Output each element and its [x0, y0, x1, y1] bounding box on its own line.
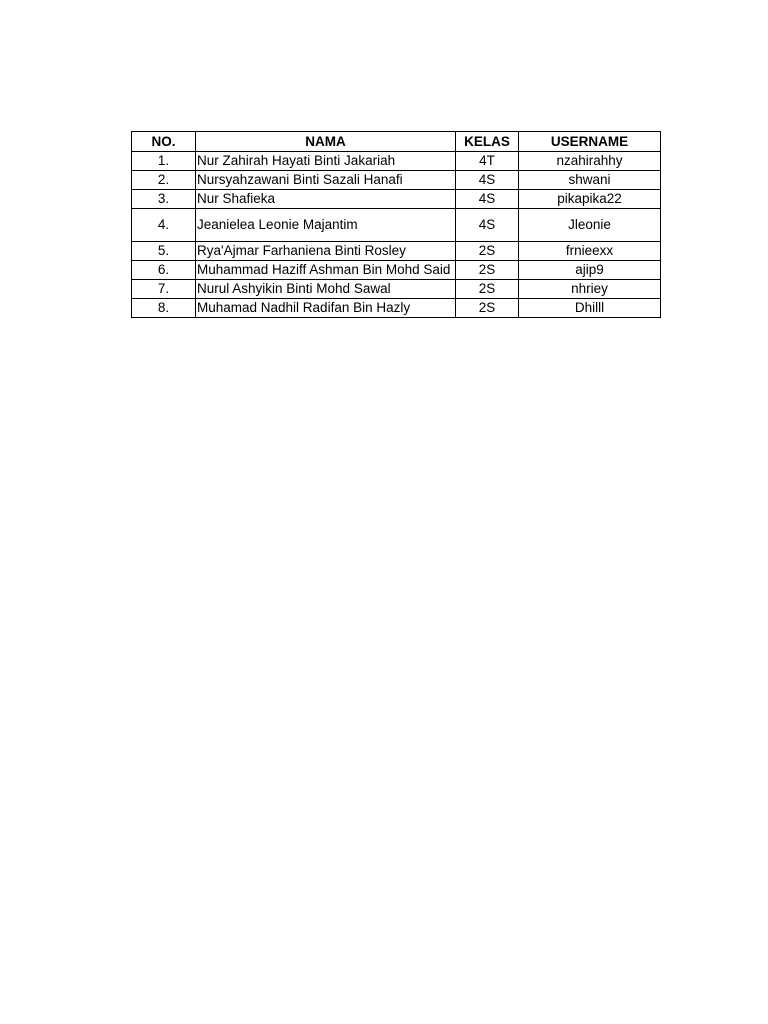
table-row [132, 299, 661, 318]
cell-kelas: 4T [456, 152, 519, 171]
cell-username: pikapika22 [519, 190, 661, 209]
table-row [132, 171, 661, 190]
cell-username: ajip9 [519, 261, 661, 280]
cell-kelas: 2S [456, 299, 519, 318]
table-row [132, 261, 661, 280]
cell-nama: Nur Shafieka [196, 190, 456, 209]
cell-kelas: 2S [456, 242, 519, 261]
table-header-row [132, 132, 661, 152]
cell-no: 1. [132, 152, 196, 171]
header-no: NO. [132, 132, 196, 152]
cell-nama: Nurul Ashyikin Binti Mohd Sawal [196, 280, 456, 299]
cell-no: 8. [132, 299, 196, 318]
cell-no: 2. [132, 171, 196, 190]
cell-no: 4. [132, 209, 196, 242]
cell-username: Dhilll [519, 299, 661, 318]
cell-username: shwani [519, 171, 661, 190]
cell-username: Jleonie [519, 209, 661, 242]
cell-nama: Rya'Ajmar Farhaniena Binti Rosley [196, 242, 456, 261]
header-kelas: KELAS [456, 132, 519, 152]
cell-no: 6. [132, 261, 196, 280]
table-row [132, 190, 661, 209]
table-row [132, 242, 661, 261]
cell-nama: Muhammad Haziff Ashman Bin Mohd Said [196, 261, 456, 280]
table-row [132, 209, 661, 242]
student-table [131, 131, 661, 318]
cell-no: 5. [132, 242, 196, 261]
cell-kelas: 4S [456, 209, 519, 242]
cell-username: nzahirahhy [519, 152, 661, 171]
cell-nama: Nur Zahirah Hayati Binti Jakariah [196, 152, 456, 171]
table-row [132, 280, 661, 299]
cell-no: 3. [132, 190, 196, 209]
cell-nama: Nursyahzawani Binti Sazali Hanafi [196, 171, 456, 190]
cell-kelas: 2S [456, 261, 519, 280]
cell-nama: Jeanielea Leonie Majantim [196, 209, 456, 242]
table-row [132, 152, 661, 171]
cell-no: 7. [132, 280, 196, 299]
cell-kelas: 2S [456, 280, 519, 299]
cell-username: frnieexx [519, 242, 661, 261]
cell-nama: Muhamad Nadhil Radifan Bin Hazly [196, 299, 456, 318]
header-username: USERNAME [519, 132, 661, 152]
header-nama: NAMA [196, 132, 456, 152]
cell-kelas: 4S [456, 171, 519, 190]
cell-kelas: 4S [456, 190, 519, 209]
cell-username: nhriey [519, 280, 661, 299]
student-table-sheet [131, 131, 661, 318]
